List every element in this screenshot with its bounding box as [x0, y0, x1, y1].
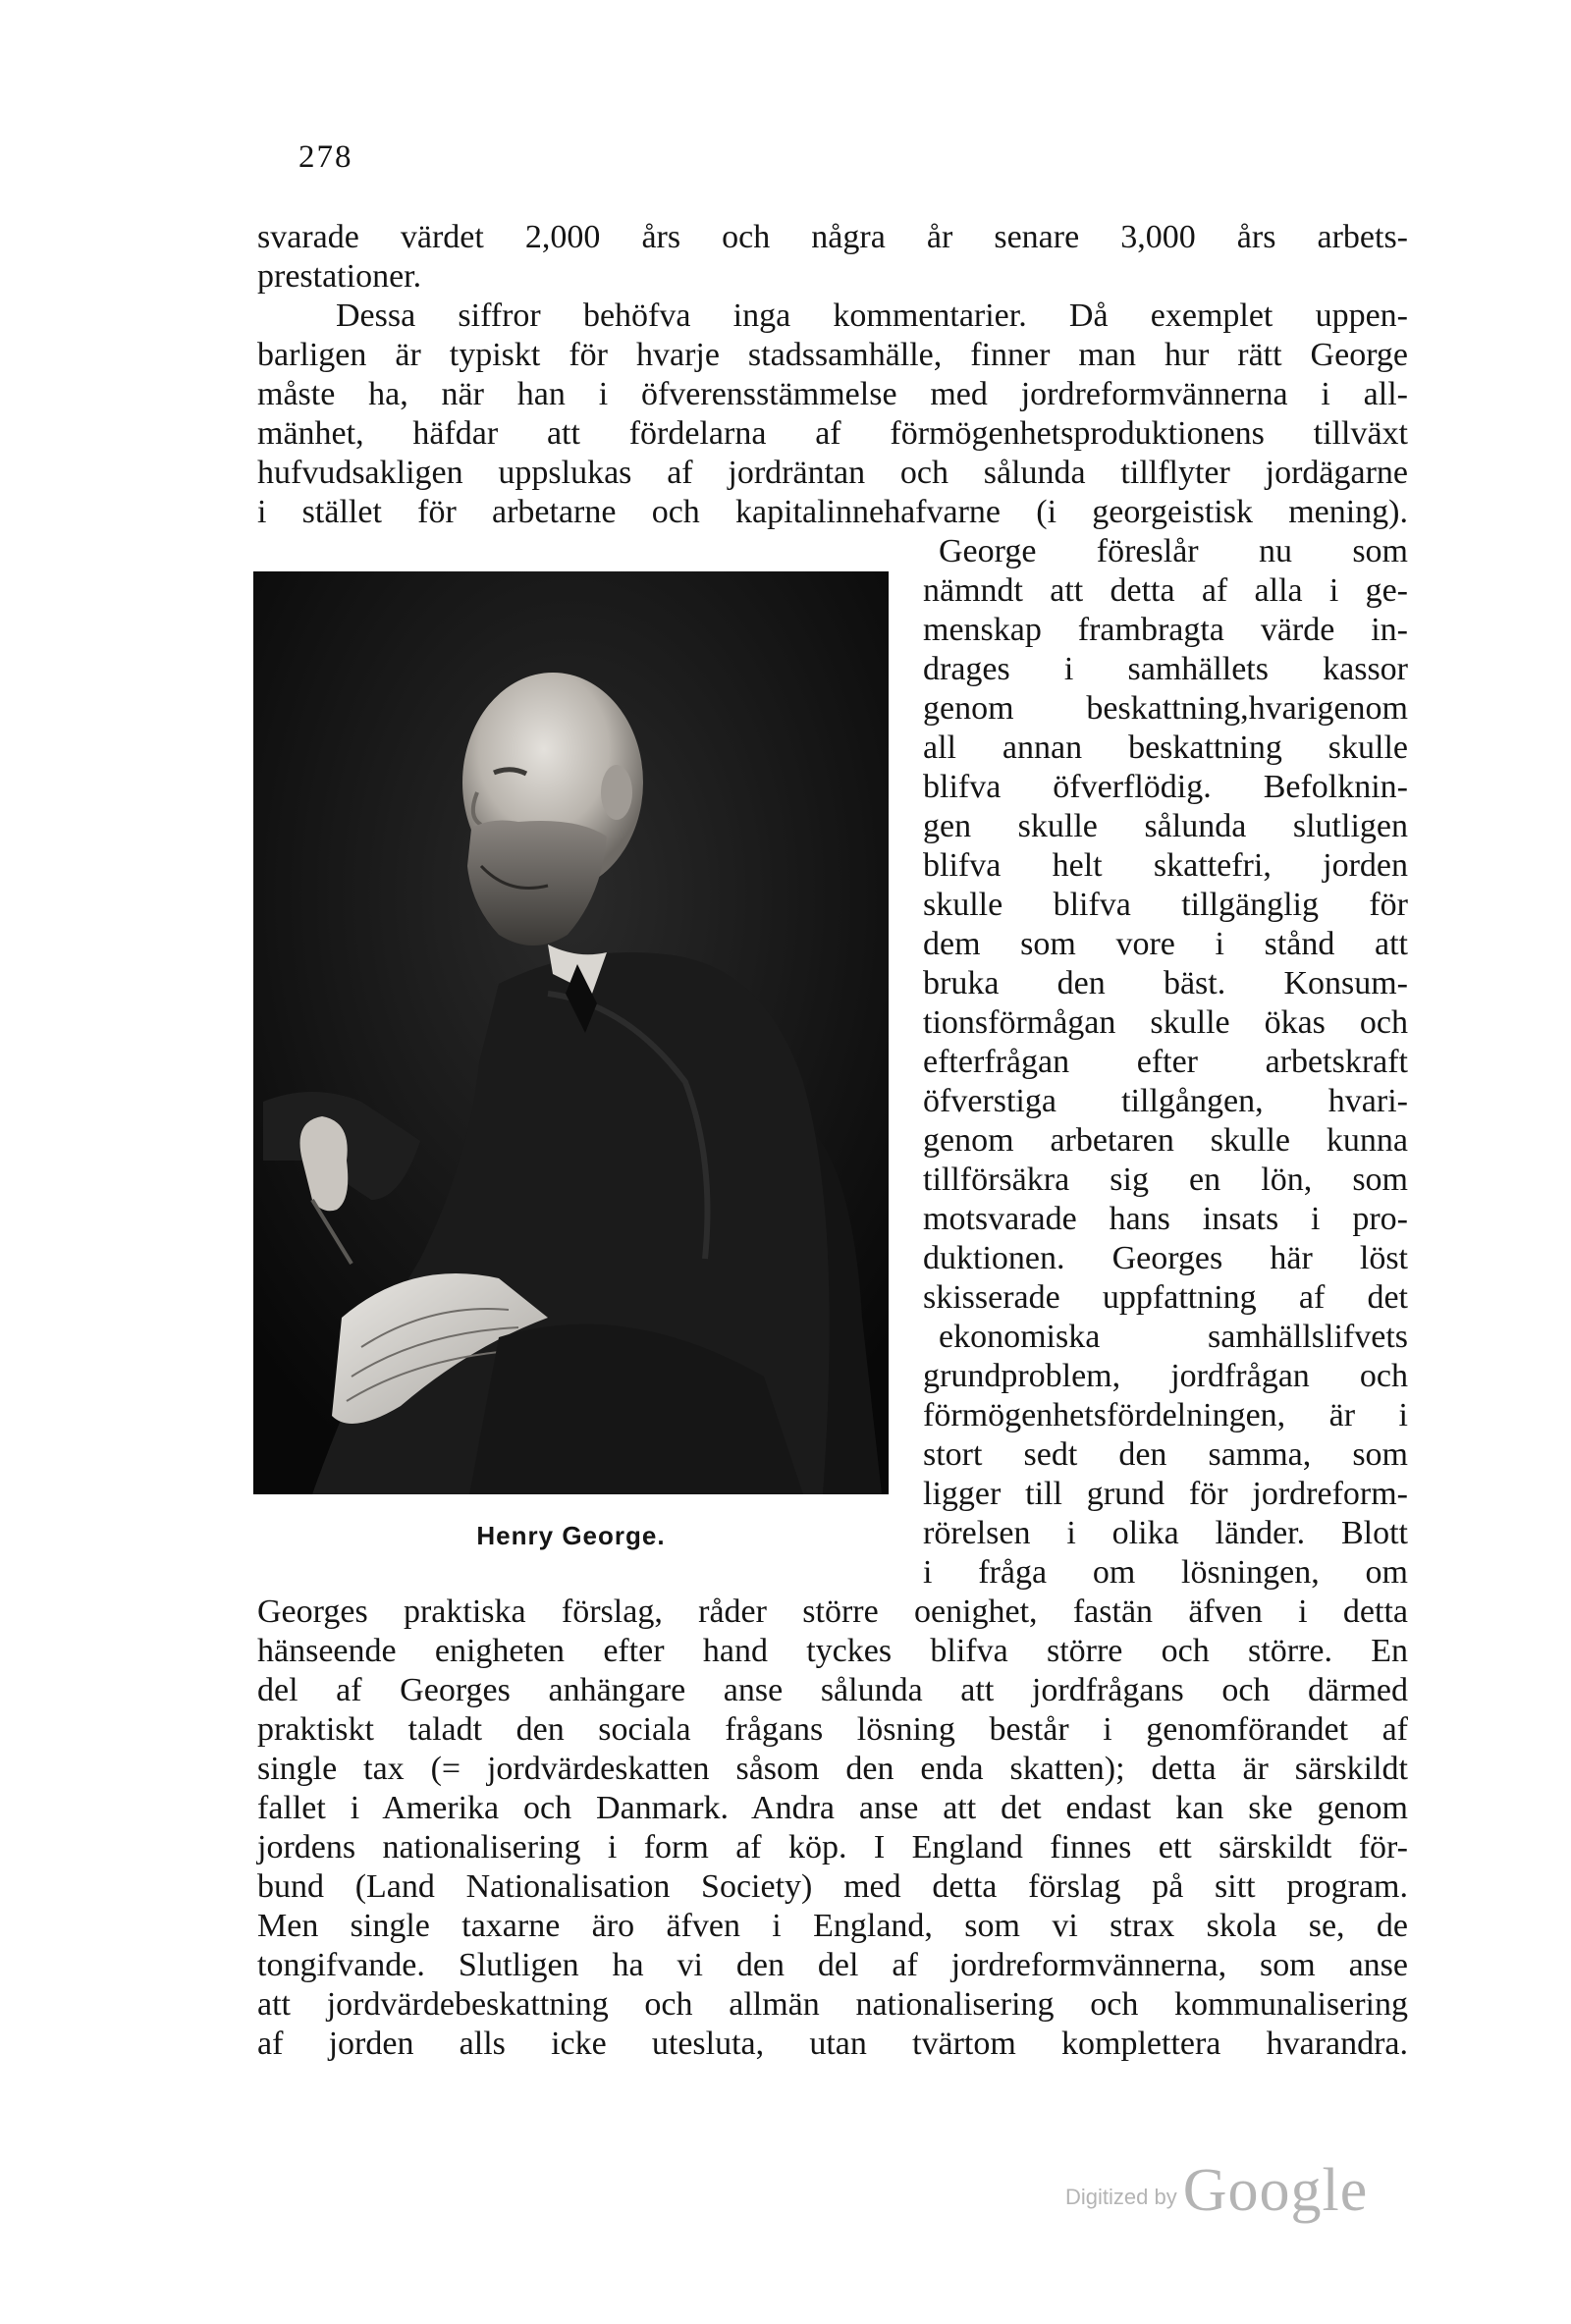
portrait-photo	[253, 571, 889, 1494]
text-line: duktionen. Georges här löst	[923, 1240, 1408, 1276]
text-line: ekonomiska samhällslifvets	[939, 1319, 1408, 1355]
photo-caption: Henry George.	[476, 1521, 666, 1550]
text-line: efterfrågan efter arbetskraft	[923, 1044, 1408, 1080]
text-line: hänseende enigheten efter hand tyckes blifva större och större. En	[257, 1633, 1408, 1669]
text-line: skisserade uppfattning af det	[923, 1279, 1408, 1316]
text-line: praktiskt taladt den sociala frågans lösning består i genomförandet af	[257, 1711, 1408, 1748]
text-line: jordens nationalisering i form af köp. I England finnes ett särskildt för-	[257, 1829, 1408, 1865]
text-line: bund (Land Nationalisation Society) med detta förslag på sitt program.	[257, 1868, 1408, 1905]
text-line: genom beskattning,hvarigenom	[923, 690, 1408, 727]
text-line: blifva helt skattefri, jorden	[923, 847, 1408, 884]
text-line: George föreslår nu som	[939, 533, 1408, 569]
text-line: måste ha, när han i öfverensstämmelse med jordreformvännerna i all-	[257, 376, 1408, 412]
text-line: drages i samhällets kassor	[923, 651, 1408, 687]
text-line: ligger till grund för jordreform-	[923, 1476, 1408, 1512]
text-line: bruka den bäst. Konsum-	[923, 965, 1408, 1001]
text-line: öfverstiga tillgången, hvari-	[923, 1083, 1408, 1119]
text-line: skulle blifva tillgänglig för	[923, 887, 1408, 923]
text-line: att jordvärdebeskattning och allmän nationalisering och kommunalisering	[257, 1986, 1408, 2023]
text-line: förmögenhetsfördelningen, är i	[923, 1397, 1408, 1433]
text-line: prestationer.	[257, 258, 422, 295]
text-line: barligen är typiskt för hvarje stadssamhälle, finner man hur rätt George	[257, 337, 1408, 373]
watermark-small-text: Digitized by	[1065, 2185, 1177, 2209]
text-line: genom arbetaren skulle kunna	[923, 1122, 1408, 1159]
text-line: blifva öfverflödig. Befolknin-	[923, 769, 1408, 805]
text-line: dem som vore i stånd att	[923, 926, 1408, 962]
text-line: all annan beskattning skulle	[923, 730, 1408, 766]
text-line: del af Georges anhängare anse sålunda att jordfrågans och därmed	[257, 1672, 1408, 1708]
text-line: stort sedt den samma, som	[923, 1436, 1408, 1473]
text-line: mänhet, häfdar att fördelarna af förmögenhetsproduktionens tillväxt	[257, 415, 1408, 452]
watermark-logo-text: Google	[1182, 2157, 1369, 2224]
text-line: Men single taxarne äro äfven i England, som vi strax skola se, de	[257, 1908, 1408, 1944]
text-line: svarade värdet 2,000 års och några år senare 3,000 års arbets-	[257, 219, 1408, 255]
text-line: Georges praktiska förslag, råder större oenighet, fastän äfven i detta	[257, 1594, 1408, 1630]
text-line: gen skulle sålunda slutligen	[923, 808, 1408, 844]
google-watermark	[1065, 2156, 1368, 2226]
text-line: menskap frambragta värde in-	[923, 612, 1408, 648]
text-line: tongifvande. Slutligen ha vi den del af jordreformvännerna, som anse	[257, 1947, 1408, 1983]
text-line: tillförsäkra sig en lön, som	[923, 1162, 1408, 1198]
text-line: i stället för arbetarne och kapitalinnehafvarne (i georgeistisk mening).	[257, 494, 1408, 530]
text-line: nämndt att detta af alla i ge-	[923, 572, 1408, 609]
text-line: rörelsen i olika länder. Blott	[923, 1515, 1408, 1551]
text-line: single tax (= jordvärdeskatten såsom den enda skatten); detta är särskildt	[257, 1751, 1408, 1787]
text-line: fallet i Amerika och Danmark. Andra anse att det endast kan ske genom	[257, 1790, 1408, 1826]
text-line: tionsförmågan skulle ökas och	[923, 1004, 1408, 1041]
text-line: hufvudsakligen uppslukas af jordräntan och sålunda tillflyter jordägarne	[257, 455, 1408, 491]
page-number: 278	[298, 139, 353, 175]
text-line: i fråga om lösningen, om	[923, 1554, 1408, 1591]
text-line: grundproblem, jordfrågan och	[923, 1358, 1408, 1394]
text-line: af jorden alls icke utesluta, utan tvärtom komplettera hvarandra.	[257, 2026, 1408, 2062]
text-line: Dessa siffror behöfva inga kommentarier. Då exemplet uppen-	[336, 297, 1408, 334]
text-line: motsvarade hans insats i pro-	[923, 1201, 1408, 1237]
